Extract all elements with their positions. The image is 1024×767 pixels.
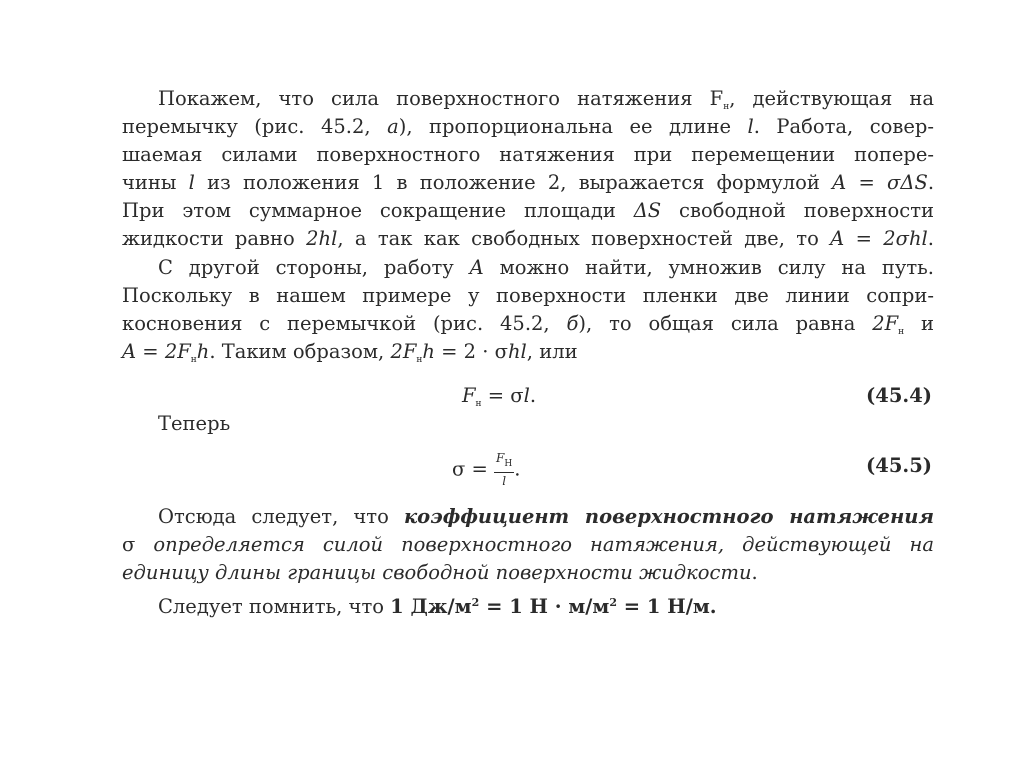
equation-number: (45.5) — [866, 454, 932, 477]
text-line: Следует помнить, что 1 $Дж/м^2 = 1$ $Н \cdot м/м^2 = 1$ Н/м. — [158, 595, 717, 618]
text-line: Отсюда следует, что коэффициент поверхностного натяжения — [158, 505, 934, 528]
text-line: При этом суммарное сокращение площади ΔS свободной поверхности — [122, 199, 934, 222]
equation-45-4 — [0, 382, 1024, 412]
text-line: чины l из положения 1 в положение 2, выражается формулой A = σΔS. — [122, 171, 935, 194]
fraction: $\frac{F_Н}{l}$ — [496, 451, 513, 488]
text-line: Поскольку в нашем примере у поверхности пленки две линии сопри- — [122, 284, 934, 307]
text-line: косновения с перемычкой (рис. 45.2, б), то общая сила равна $2F_н$ и — [122, 312, 934, 337]
text-line: жидкости равно 2hl, а так как свободных поверхностей две, то A = 2σhl. — [122, 227, 934, 250]
text-line: Теперь — [158, 412, 231, 435]
text-line: шаемая силами поверхностного натяжения при перемещении попере- — [122, 143, 934, 166]
equation-body: σ = $\frac{F_Н}{l}$ . — [452, 451, 521, 488]
text-line: перемычку (рис. 45.2, а), пропорциональна ее длине l. Работа, совер- — [122, 115, 934, 138]
text-line: Покажем, что сила поверхностного натяжения $F_н$, действующая на — [158, 87, 934, 112]
equation-body: $F_н = \sigma l$. — [462, 384, 537, 409]
equation-45-5 — [0, 452, 1024, 492]
text-line: σ определяется силой поверхностного натяжения, действующей на — [122, 533, 934, 556]
text-line: $A = 2F_нh$. Таким образом, $2F_нh = 2 \cdot \sigma hl$, или — [122, 340, 578, 365]
text-line: С другой стороны, работу A можно найти, умножив силу на путь. — [158, 256, 934, 279]
equation-number: (45.4) — [866, 384, 932, 407]
text-line: единицу длины границы свободной поверхности жидкости. — [122, 561, 758, 584]
